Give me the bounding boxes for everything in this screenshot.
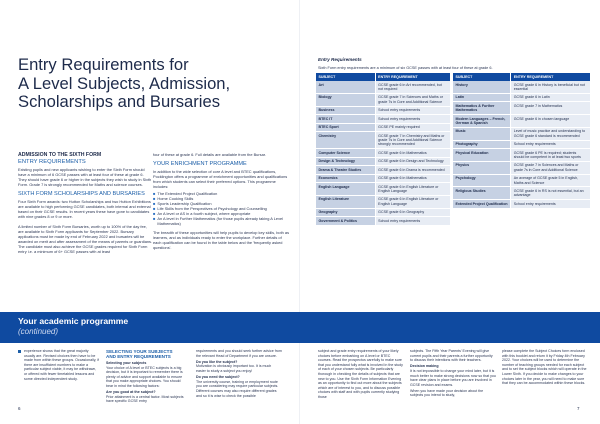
- table-row: [316, 93, 451, 106]
- subject-cell: Government & Politics: [316, 217, 375, 225]
- page-number-right: 7: [577, 406, 580, 411]
- like-subheading: Do you like the subject?: [196, 359, 238, 364]
- table-row: [316, 183, 451, 196]
- selecting-subheading: Selecting your subjects: [106, 361, 147, 365]
- col4-text: subject and grade entry requirements of your likely choices before embarking on A level or BTEC courses. Read the prospectus carefully to make sure that you understand fully what is involved in the study of each of your chosen subjects. Be particularly thorough in checking the details of subjects that are new to you. Use the Sixth Form Information Evening as an opportunity to find out more about the subjects which are of interest to you, and to discuss possible choices with staff and with pupils currently studying those: [318, 349, 403, 399]
- requirement-cell: GCSE grade 6 in English Literature or English Language: [375, 195, 450, 208]
- subject-cell: Physical Education: [453, 149, 511, 162]
- requirement-cell: GCSE grade 6 in chosen language: [511, 115, 591, 128]
- col3-text-3: The university course, training or employment route you are considering may require particular subjects. Different courses may also require different grades and so it is wise to check the possible: [196, 379, 279, 398]
- table-row: [453, 81, 591, 93]
- requirement-cell: School entry requirements: [375, 115, 450, 123]
- subject-cell: Photography: [453, 140, 511, 148]
- table-row: [316, 149, 451, 157]
- bottom-column-6: [502, 349, 590, 386]
- table-row: [453, 161, 591, 174]
- table-row: [316, 132, 451, 149]
- subject-cell: Drama & Theatre Studies: [316, 166, 375, 174]
- banner-subtitle: (continued): [18, 327, 59, 336]
- page-number-left: 6: [18, 406, 21, 411]
- table-body-2: [453, 81, 591, 208]
- bullet-icon: ■: [153, 210, 156, 216]
- subject-cell: BTEC IT: [316, 115, 375, 123]
- subject-cell: History: [453, 81, 511, 93]
- subject-cell: Extended Project Qualification: [453, 200, 511, 208]
- subject-cell: Physics: [453, 161, 511, 174]
- table-row: [453, 127, 591, 140]
- requirement-cell: Level of music practice and understanding to GCSE grade 6 standard is recommended: [511, 127, 591, 140]
- col3-text-2: Motivation is obviously important too. It is much easier to study a subject you enjoy!: [196, 364, 272, 373]
- col5-text-1: subjects. The Fifth Year Parents' Evening will give current pupils and their parents a further opportunity to discuss their intentions with their teachers.: [410, 349, 493, 363]
- decision-subheading: Decision making: [410, 364, 439, 369]
- need-subheading: Do you need the subject?: [196, 375, 240, 380]
- good-at-text: Prior attainment is a central factor. Most subjects have specific GCSE entry: [106, 394, 184, 404]
- table-row: [316, 81, 451, 93]
- bursary-text: A limited number of Sixth Form Bursaries, worth up to 100% of the day fee, are available to Sixth Form applicants for September 2022. Bursary applications must be made by end of February 2022 and bursaries will be awarded on merit and after assessment of the means of parents or guardians. The candidate must also achieve the GCSE grades required for Sixth Form entry i.e. a minimum of 6+ GCSE passes with at least: [18, 223, 153, 254]
- col5-text-3: When you have made your decision about the subjects you intend to study,: [410, 388, 484, 398]
- subject-cell: Mathematics & Further Mathematics: [453, 102, 511, 115]
- table-row: [316, 174, 451, 182]
- entry-requirements-title: Entry Requirements: [318, 57, 362, 62]
- requirement-cell: An average of GCSE grade 5 in English, Maths and Science: [511, 174, 591, 187]
- table-row: [316, 217, 451, 225]
- enrichment-closing: The breadth of these opportunities will help pupils to develop key skills, both as learners, and as individuals ready to enter the workplace. Further details of each qualification can be found in the table below and the 'frequently asked questions'.: [153, 229, 290, 250]
- subject-cell: Art: [316, 81, 375, 93]
- requirement-cell: GCSE grade 6 in Latin: [511, 93, 591, 101]
- subject-cell: Religious Studies: [453, 187, 511, 200]
- table-row: [453, 115, 591, 128]
- bullet-icon: ■: [153, 205, 156, 211]
- subject-cell: Biology: [316, 93, 375, 106]
- requirement-header: ENTRY REQUIREMENT: [511, 73, 591, 81]
- requirement-cell: GCSE grade 6 in History is beneficial but not essential: [511, 81, 591, 93]
- requirement-cell: GCSE grade 6 PE is required; students should be competent in at least two sports: [511, 149, 591, 162]
- table-row: [453, 140, 591, 148]
- subject-cell: Latin: [453, 93, 511, 101]
- requirements-table-1: [316, 73, 451, 226]
- table-header-row: [453, 73, 591, 81]
- selecting-text: Your choice of A level or BTEC subjects is a big decision, but it is important to remember there is plenty of advice and support available to ensure that you make appropriate choices. You should bear in mind the following factors:: [106, 365, 183, 388]
- requirement-cell: GCSE grade 6 in Art recommended, but not required: [375, 81, 450, 93]
- requirement-cell: School entry requirements: [511, 140, 591, 148]
- requirement-cell: GCSE grade 6 in English Literature or English Language: [375, 183, 450, 196]
- page-title: [18, 56, 268, 112]
- requirement-cell: GCSE grade 6 in RS is not essential, but an advantage: [511, 187, 591, 200]
- subject-cell: Music: [453, 127, 511, 140]
- bursar-text: four of these at grade 6. Full details are available from the Bursar.: [153, 152, 266, 157]
- enrichment-text: In addition to the wide selection of core A level and BTEC qualifications, Pocklington offers a programme of enrichment opportunities and qualifications from which students can select their preferred options. This programme includes:: [153, 169, 288, 190]
- table-row: [316, 166, 451, 174]
- list-item: ■ Life Skills from the Perspectives of Psychology and Counselling: [153, 205, 267, 211]
- bottom-column-2: [106, 349, 186, 404]
- left-column-1: [18, 152, 156, 254]
- table-row: [453, 200, 591, 208]
- col3-text-1: requirements and you should seek further advice from the relevant Head of Department if you are unsure.: [196, 349, 282, 358]
- requirement-header: ENTRY REQUIREMENT: [375, 73, 450, 81]
- subject-header: SUBJECT: [316, 73, 375, 81]
- subject-cell: BTEC Sport: [316, 123, 375, 131]
- requirement-cell: School entry requirements: [375, 217, 450, 225]
- table-row: [453, 149, 591, 162]
- title-line-3: Scholarships and Bursaries: [18, 92, 220, 111]
- table-row: [316, 195, 451, 208]
- table-row: [453, 174, 591, 187]
- requirement-cell: GCSE PE mainly required: [375, 123, 450, 131]
- subject-cell: Computer Science: [316, 149, 375, 157]
- requirement-cell: GCSE grade 7 in Sciences and Maths or grade 7s in Core and Additional Science: [375, 93, 450, 106]
- requirement-cell: School entry requirements: [511, 200, 591, 208]
- list-item: ■ The Extended Project Qualification: [153, 190, 218, 196]
- bottom-column-3: [196, 349, 282, 398]
- subject-cell: Economics: [316, 174, 375, 182]
- table-row: [316, 115, 451, 123]
- requirement-cell: GCSE grade 7 in Mathematics: [511, 102, 591, 115]
- scholarship-text: Four Sixth Form awards: two Hutton Scholarships and two Hutton Exhibitions are available to high performing GCSE candidates, both internal and external based on their GCSE results. In recent years these have gone to candidates with nine grades 8 or 9 or more.: [18, 199, 151, 220]
- table-row: [316, 123, 451, 131]
- bullet-icon: ■: [153, 195, 156, 201]
- requirement-cell: GCSE grade 6 in Mathematics: [375, 174, 450, 182]
- table-row: [316, 106, 451, 114]
- table-row: [316, 208, 451, 216]
- requirement-cell: GCSE grade 7 in Sciences and Maths or grade 7s in Core and Additional Science: [511, 161, 591, 174]
- col5-text-2: It is not impossible to change your mind later, but it is much better to make strong decisions now so that you have clear plans in place before you are involved in GCSE revision and exams.: [410, 368, 496, 387]
- subject-header: SUBJECT: [453, 73, 511, 81]
- title-line-1: Entry Requirements for: [18, 55, 189, 74]
- table-header-row: [316, 73, 451, 81]
- column-marker: [18, 350, 21, 353]
- requirement-cell: GCSE grade 7 in Chemistry and Maths or grade 7s in Core and Additional Science strongly recommended: [375, 132, 450, 149]
- subject-cell: Geography: [316, 208, 375, 216]
- list-item: ■ Sports Leadership Qualification: [153, 200, 212, 206]
- subject-cell: Psychology: [453, 174, 511, 187]
- bottom-column-5: [410, 349, 496, 398]
- requirement-cell: GCSE grade 6 in Geography: [375, 208, 450, 216]
- banner-title: Your academic programme: [18, 316, 129, 326]
- table-row: [453, 102, 591, 115]
- scholarship-heading: SIXTH FORM SCHOLARSHIPS AND BURSARIES: [18, 191, 145, 198]
- table-body-1: [316, 81, 451, 225]
- subject-cell: Business: [316, 106, 375, 114]
- list-item: ■ Home Cooking Skills: [153, 195, 194, 201]
- enrichment-list: [153, 191, 291, 226]
- subject-cell: Chemistry: [316, 132, 375, 149]
- requirement-cell: School entry requirements: [375, 106, 450, 114]
- list-item: ■ An A level or AS in a fourth subject, where appropriate: [153, 210, 251, 216]
- admission-heading: ADMISSION TO THE SIXTH FORM: [18, 152, 102, 158]
- bottom-col1-text: experience shows that the great majority usually are. Revised choices then have to be made from within these groups. Occasionally, if there are insufficient numbers to make a particular subject viable, it may be withdrawn, or offered with fewer timetabled lessons and some directed independent study.: [24, 349, 100, 381]
- list-item: ■ An A level in Further Mathematics (for those pupils already taking A Level Mathematics): [153, 215, 284, 226]
- entry-heading: ENTRY REQUIREMENTS: [18, 159, 86, 165]
- selecting-heading: SELECTING YOUR SUBJECTS AND ENTRY REQUIREMENTS: [106, 349, 173, 360]
- left-column-2: [153, 152, 291, 250]
- title-line-2: A Level Subjects, Admission,: [18, 73, 231, 93]
- entry-text: Existing pupils and new applicants wishing to enter the Sixth Form should have a minimum of 6 GCSE passes with at least four of these at grade 6. They should have grade 6 or higher in the subjects they wish to study in Sixth Form. Grade 7 is strongly recommended for Maths and science courses.: [18, 167, 152, 188]
- col6-text: please complete the Subject Choices form enclosed with this booklet and return it by Friday 4th February 2022. Your choices will be used to determine the number of teaching groups needed for each subject and to set the subject blocks which will operate in the Lower Sixth. If you decide to make changes to your choices later in the year, you will need to make sure that they can be accommodated within these blocks.: [502, 349, 587, 386]
- table-row: [316, 157, 451, 165]
- requirements-table-2: [453, 73, 591, 209]
- entry-requirements-intro: Sixth Form entry requirements are a minimum of six GCSE passes with at least four of these at grade 6.: [318, 66, 493, 70]
- requirement-cell: GCSE grade 6 in Drama is recommended: [375, 166, 450, 174]
- subject-cell: English Literature: [316, 195, 375, 208]
- page-gutter: [299, 0, 300, 424]
- requirement-cell: GCSE grade 6 in Mathematics: [375, 149, 450, 157]
- bullet-icon: ■: [153, 215, 156, 221]
- requirement-cell: GCSE grade 6 in Design and Technology: [375, 157, 450, 165]
- bottom-column-4: [318, 349, 404, 400]
- bullet-icon: ■: [153, 200, 156, 206]
- table-row: [453, 93, 591, 101]
- good-at-subheading: Are you good at the subject?: [106, 390, 156, 395]
- bottom-column-1: [24, 349, 100, 381]
- subject-cell: English Language: [316, 183, 375, 196]
- enrichment-heading: YOUR ENRICHMENT PROGRAMME: [153, 161, 247, 167]
- bullet-icon: ■: [153, 190, 156, 196]
- table-row: [453, 187, 591, 200]
- subject-cell: Modern Languages – French, German & Spanish: [453, 115, 511, 128]
- subject-cell: Design & Technology: [316, 157, 375, 165]
